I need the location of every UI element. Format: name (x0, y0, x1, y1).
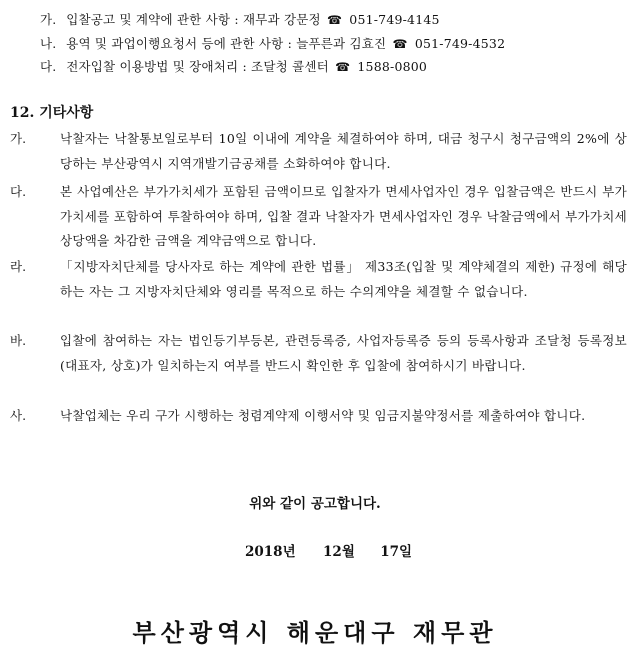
item-mark: 바. (10, 333, 27, 348)
phone-icon: ☎ (392, 37, 408, 51)
contact-text: 입찰공고 및 계약에 관한 사항 : 재무과 강문정 (66, 12, 321, 27)
item-text: 본 사업예산은 부가가치세가 포함된 금액이므로 입찰자가 면세사업자인 경우 입찰금액은 반드시 부가가치세를 포함하여 투찰하여야 하며, 입찰 결과 낙찰자가 면세사업자인 경우 낙찰금액에서 부가가치세 상당액을 차감한 금액을 계약금액으로 합니다. (60, 184, 627, 248)
phone-icon: ☎ (335, 60, 351, 74)
section-title: 12. 기타사항 (10, 105, 94, 121)
item-text: 입찰에 참여하는 자는 법인등기부등본, 관련등록증, 사업자등록증 등의 등록사항과 조달청 등록정보(대표자, 상호)가 일치하는지 여부를 반드시 확인한 후 입찰에 참여하시기 바랍니다. (60, 333, 627, 373)
contact-mark: 나. (40, 36, 57, 51)
item-mark: 가. (10, 131, 27, 146)
contact-phone: 051-749-4532 (414, 36, 506, 51)
phone-icon: ☎ (326, 13, 343, 27)
contact-mark: 다. (40, 59, 57, 74)
item-mark: 라. (10, 259, 27, 274)
contact-phone: 1588-0800 (357, 59, 428, 74)
contact-line-2 (40, 36, 505, 52)
contact-line-1 (40, 12, 440, 28)
date-month: 12월 (323, 544, 355, 560)
item-mark: 사. (10, 408, 27, 423)
item-mark: 다. (10, 184, 27, 199)
contact-phone: 051-749-4145 (349, 12, 440, 27)
item-text: 낙찰자는 낙찰통보일로부터 10일 이내에 계약을 체결하여야 하며, 대금 청구시 청구금액의 2%에 상당하는 부산광역시 지역개발기금공채를 소화하여야 합니다. (60, 131, 627, 171)
closing-statement: 위와 같이 공고합니다. (249, 496, 381, 512)
announcement-date (245, 543, 412, 561)
contact-text: 전자입찰 이용방법 및 장애처리 : 조달청 콜센터 (66, 59, 329, 74)
date-year: 2018년 (245, 544, 296, 560)
contact-text: 용역 및 과업이행요청서 등에 관한 사항 : 늘푸른과 김효진 (66, 36, 387, 51)
date-day: 17일 (380, 544, 413, 560)
item-text: 「지방자치단체를 당사자로 하는 계약에 관한 법률」 제33조(입찰 및 계약체결의 제한) 규정에 해당하는 자는 그 지방자치단체와 영리를 목적으로 하는 수의계약을 체결할 수 없습니다. (60, 259, 627, 299)
issuing-agency: 부산광역시 해운대구 재무관 (132, 618, 498, 647)
item-text: 낙찰업체는 우리 구가 시행하는 청렴계약제 이행서약 및 임금지불약정서를 제출하여야 합니다. (60, 408, 586, 423)
contact-line-3 (40, 59, 427, 75)
contact-mark: 가. (40, 12, 57, 27)
